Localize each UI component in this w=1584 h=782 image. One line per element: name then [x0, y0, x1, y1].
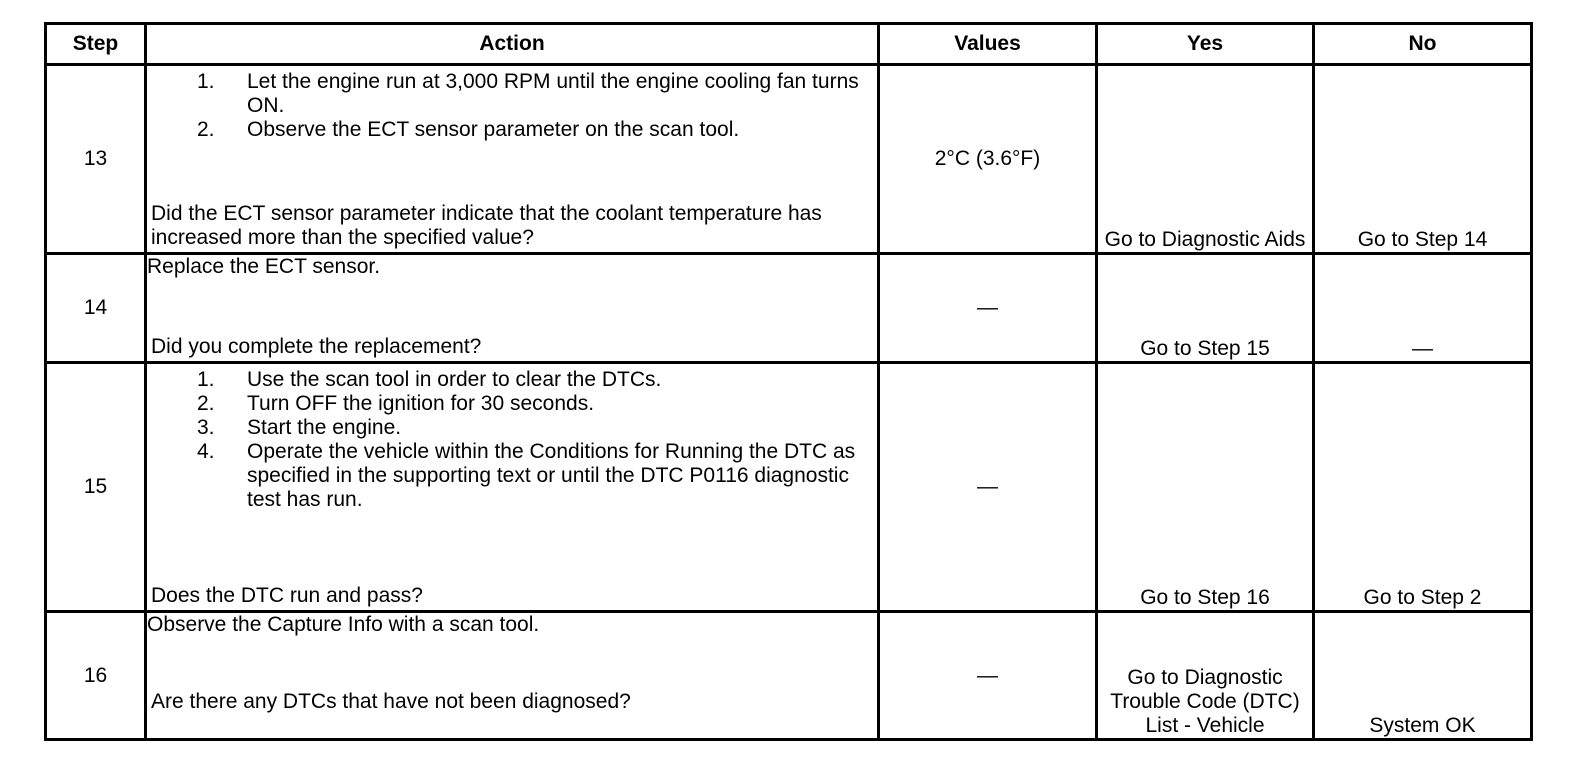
action-step: 1. Use the scan tool in order to clear the DTCs. [197, 368, 662, 391]
header-row [46, 24, 1532, 65]
values-cell: — [879, 612, 1097, 740]
action-cell [146, 363, 879, 612]
yes-cell: Go to Step 16 [1097, 363, 1314, 612]
yes-cell: Go to Diagnostic Aids [1097, 65, 1314, 254]
header-yes: Yes [1097, 24, 1314, 65]
action-question: Does the DTC run and pass? [151, 584, 423, 607]
header-step: Step [46, 24, 146, 65]
yes-cell: Go to Diagnostic Trouble Code (DTC) List - Vehicle [1097, 612, 1314, 740]
no-cell: Go to Step 2 [1314, 363, 1532, 612]
action-step: 2. Turn OFF the ignition for 30 seconds. [197, 392, 595, 415]
values-cell: 2°C (3.6°F) [879, 65, 1097, 254]
header-values: Values [879, 24, 1097, 65]
table-row [46, 254, 1532, 363]
action-cell [146, 254, 879, 363]
header-no: No [1314, 24, 1532, 65]
table-row [46, 612, 1532, 740]
diagnostic-table [44, 22, 1533, 741]
no-cell: Go to Step 14 [1314, 65, 1532, 254]
step-number: 16 [46, 612, 146, 740]
yes-cell: Go to Step 15 [1097, 254, 1314, 363]
action-step: 3. Start the engine. [197, 416, 402, 439]
action-instruction: Replace the ECT sensor. [147, 255, 381, 278]
action-question: Did the ECT sensor parameter indicate that the coolant temperature has increased more than the specified value? [151, 202, 822, 249]
table-row [46, 65, 1532, 254]
header-action: Action [146, 24, 879, 65]
action-steps [147, 368, 877, 512]
action-cell [146, 612, 879, 740]
values-cell: — [879, 363, 1097, 612]
action-cell [146, 65, 879, 254]
values-cell: — [879, 254, 1097, 363]
action-step: 1. Let the engine run at 3,000 RPM until the engine cooling fan turns ON. [197, 70, 859, 117]
action-question: Are there any DTCs that have not been diagnosed? [151, 690, 631, 713]
action-step: 2. Observe the ECT sensor parameter on the scan tool. [197, 118, 740, 141]
step-number: 15 [46, 363, 146, 612]
action-instruction: Observe the Capture Info with a scan tool. [147, 613, 540, 636]
step-number: 13 [46, 65, 146, 254]
table-row [46, 363, 1532, 612]
step-number: 14 [46, 254, 146, 363]
action-question: Did you complete the replacement? [151, 335, 482, 358]
action-step: 4. Operate the vehicle within the Conditions for Running the DTC as specified in the supporting text or until the DTC P0116 diagnostic test has run. [197, 440, 856, 511]
no-cell: — [1314, 254, 1532, 363]
no-cell: System OK [1314, 612, 1532, 740]
action-steps [147, 70, 877, 142]
